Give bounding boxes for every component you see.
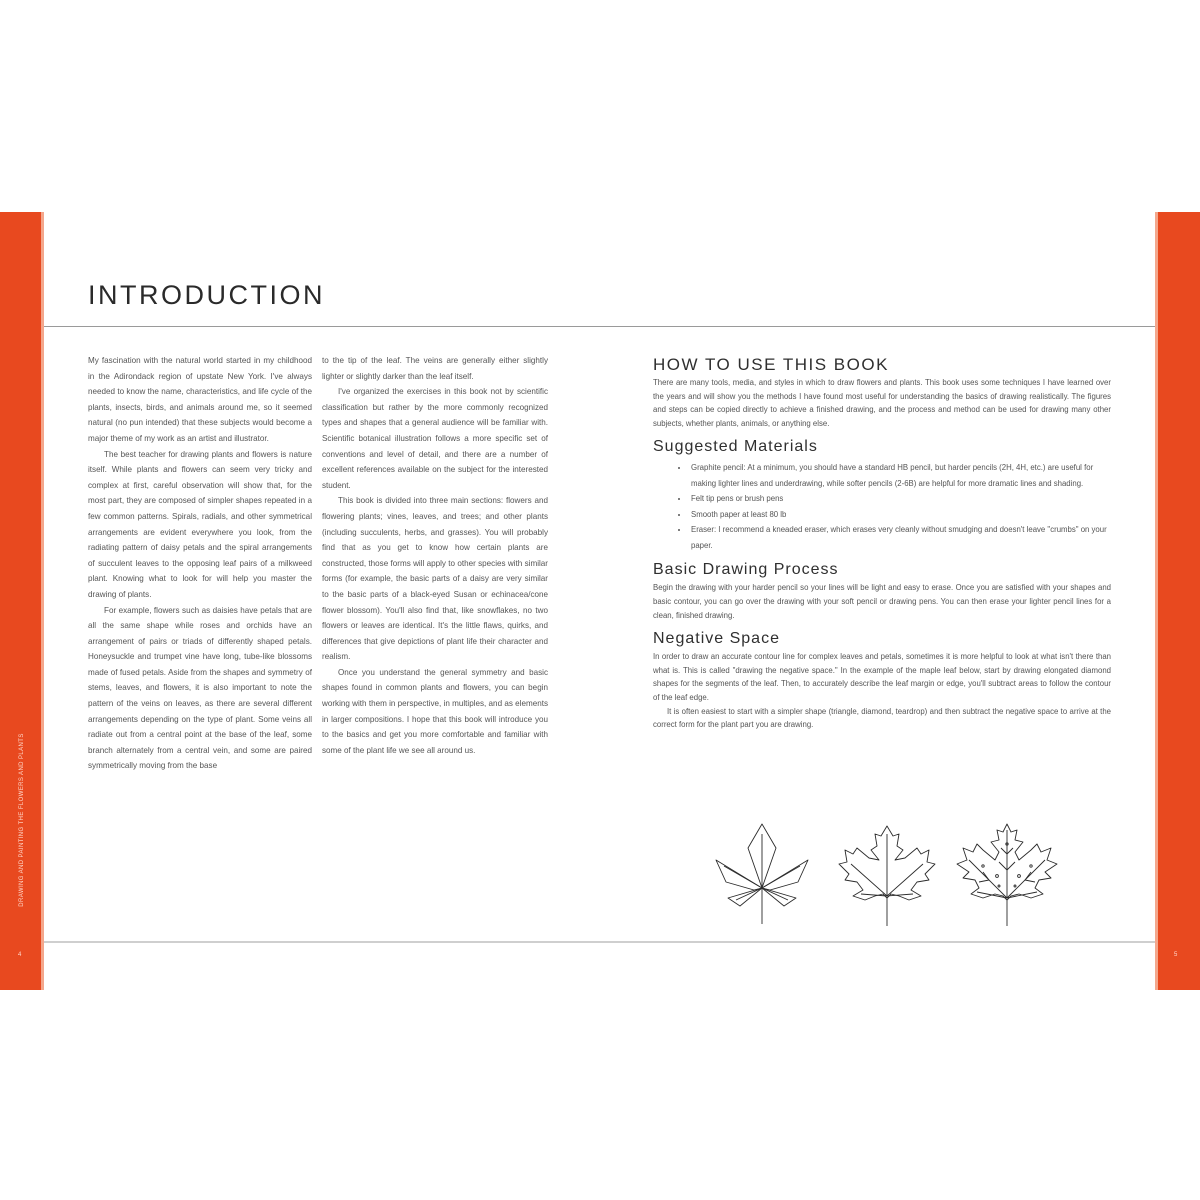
left-text-column: [88, 353, 312, 774]
list-item: • Eraser: I recommend a kneaded eraser, which erases very cleanly without smudging and doesn't leave "crumbs" on your paper.: [689, 522, 1111, 553]
page-title: INTRODUCTION: [88, 280, 325, 310]
list-item: • Felt tip pens or brush pens: [689, 491, 1111, 507]
page-number-right: 5: [1174, 952, 1178, 958]
body-paragraph: For example, flowers such as daisies have petals that are all the same shape while roses and orchids have an arrangement of pairs or triads of differently shaped petals. Honeysuckle and trumpet vine have long, tube-like blossoms made of fused petals. Aside from the shapes and symmetry of stems, leaves, and flowers, it is also important to note the pattern of the veins on leaves, as there are several different arrangements depending on the type of plant. Some veins all radiate out from a central point at the base of the leaf, some branch alternately from a central vein, and some are paired symmetrically moving from the base: [88, 605, 312, 771]
tab-highlight: [41, 212, 44, 990]
maple-leaf-contour-icon: [839, 826, 935, 926]
body-paragraph: The best teacher for drawing plants and flowers is nature itself. While plants and flowers can seem very tricky and complex at first, careful observation will show that, for the most part, they are composed of simpler shapes repeated in a few common patterns. Spirals, radials, and other symmetrical arrangements are evident everywhere you look, from the radiating pattern of daisy petals and the spiral arrangements of succulent leaves to the opposing leaf pairs of a milkweed plant. Knowing what to look for will help you master the drawing of plants.: [88, 449, 312, 599]
list-item: • Graphite pencil: At a minimum, you should have a standard HB pencil, but harder pencils (2H, 4H, etc.) are useful for making lighter lines and underdrawing, while softer pencils (2-6B) are helpful for more dramatic lines and shading.: [689, 460, 1111, 491]
list-item: • Smooth paper at least 80 lb: [689, 507, 1111, 523]
body-paragraph: to the tip of the leaf. The veins are generally either slightly lighter or slightly darker than the leaf itself.: [322, 356, 548, 381]
section-heading-process: Basic Drawing Process: [653, 561, 839, 579]
maple-leaf-diamond-shapes-icon: [716, 824, 808, 924]
title-rule: [44, 326, 1155, 327]
negative-space-paragraph: In order to draw an accurate contour line for complex leaves and petals, sometimes it is more helpful to look at what isn't there than what is. This is called "drawing the negative space." In the example of the maple leaf below, start by drawing elongated diamond shapes for the segments of the leaf. Then, to accurately describe the leaf margin or edge, you'll subtract areas to follow the contour of the leaf edge.: [653, 652, 1111, 702]
right-page-edge-tab: [1155, 212, 1200, 990]
middle-text-column: [322, 353, 548, 758]
chapter-side-label: DRAWING AND PAINTING THE FLOWERS AND PLANTS: [19, 733, 25, 907]
maple-leaf-finished-icon: [957, 824, 1057, 926]
section-heading-negative-space: Negative Space: [653, 630, 780, 648]
process-paragraph: Begin the drawing with your harder pencil so your lines will be light and easy to erase. Once you are satisfied with your shapes and basic contour, you can go over the drawing with your soft pencil or drawing pens. You can then erase your lighter pencil lines for a clean, finished drawing.: [653, 583, 1111, 620]
maple-leaf-illustrations: [700, 820, 1070, 930]
how-to-paragraph: There are many tools, media, and styles in which to draw flowers and plants. This book uses some techniques I have learned over the years and will show you the methods I have found most useful for understanding the basics of drawing realistically. The figures and steps can be copied directly to achieve a finished drawing, and the process and method can be used for drawing many other subjects, whether plants, animals, or anything else.: [653, 378, 1111, 428]
section-heading-how-to: HOW TO USE THIS BOOK: [653, 355, 889, 374]
negative-space-paragraph: It is often easiest to start with a simpler shape (triangle, diamond, teardrop) and then subtract the negative space to arrive at the correct form for the plant part you are drawing.: [653, 706, 1111, 730]
body-paragraph: My fascination with the natural world started in my childhood in the Adirondack region of upstate New York. I've always needed to know the name, characteristics, and life cycle of the plants, insects, birds, and animals around me, so it seemed natural (no pun intended) that these subjects would become a major theme of my work as an artist and illustrator.: [88, 356, 312, 443]
body-paragraph: I've organized the exercises in this book not by scientific classification but rather by the more commonly recognized types and shapes that a general audience will be familiar with. Scientific botanical illustration follows a more specific set of conventions and level of detail, and there are a number of excellent references available on the subject for the interested student.: [322, 387, 548, 490]
right-page-content: [653, 354, 1111, 732]
tab-highlight: [1155, 212, 1158, 990]
body-paragraph: This book is divided into three main sections: flowers and flowering plants; vines, leaves, and trees; and other plants (including succulents, herbs, and grasses). You will probably find that as you get to know how certain plants are constructed, those forms will apply to other species with similar forms (for example, the basic parts of a daisy are very similar to the basic parts of a black-eyed Susan or echinacea/cone flower blossom). You'll also find that, like snowflakes, no two flowers or leaves are identical. It's the little flaws, quirks, and differences that give depictions of plant life their character and realism.: [322, 496, 548, 662]
footer-rule: [44, 941, 1155, 943]
section-heading-materials: Suggested Materials: [653, 438, 818, 456]
body-paragraph: Once you understand the general symmetry and basic shapes found in common plants and flowers, you can begin working with them in perspective, in multiples, and as elements in larger compositions. I hope that this book will introduce you to the basics and get you more comfortable and familiar with some of the plant life we see all around us.: [322, 667, 548, 755]
materials-list: [653, 460, 1111, 553]
page-number-left: 4: [18, 952, 22, 958]
